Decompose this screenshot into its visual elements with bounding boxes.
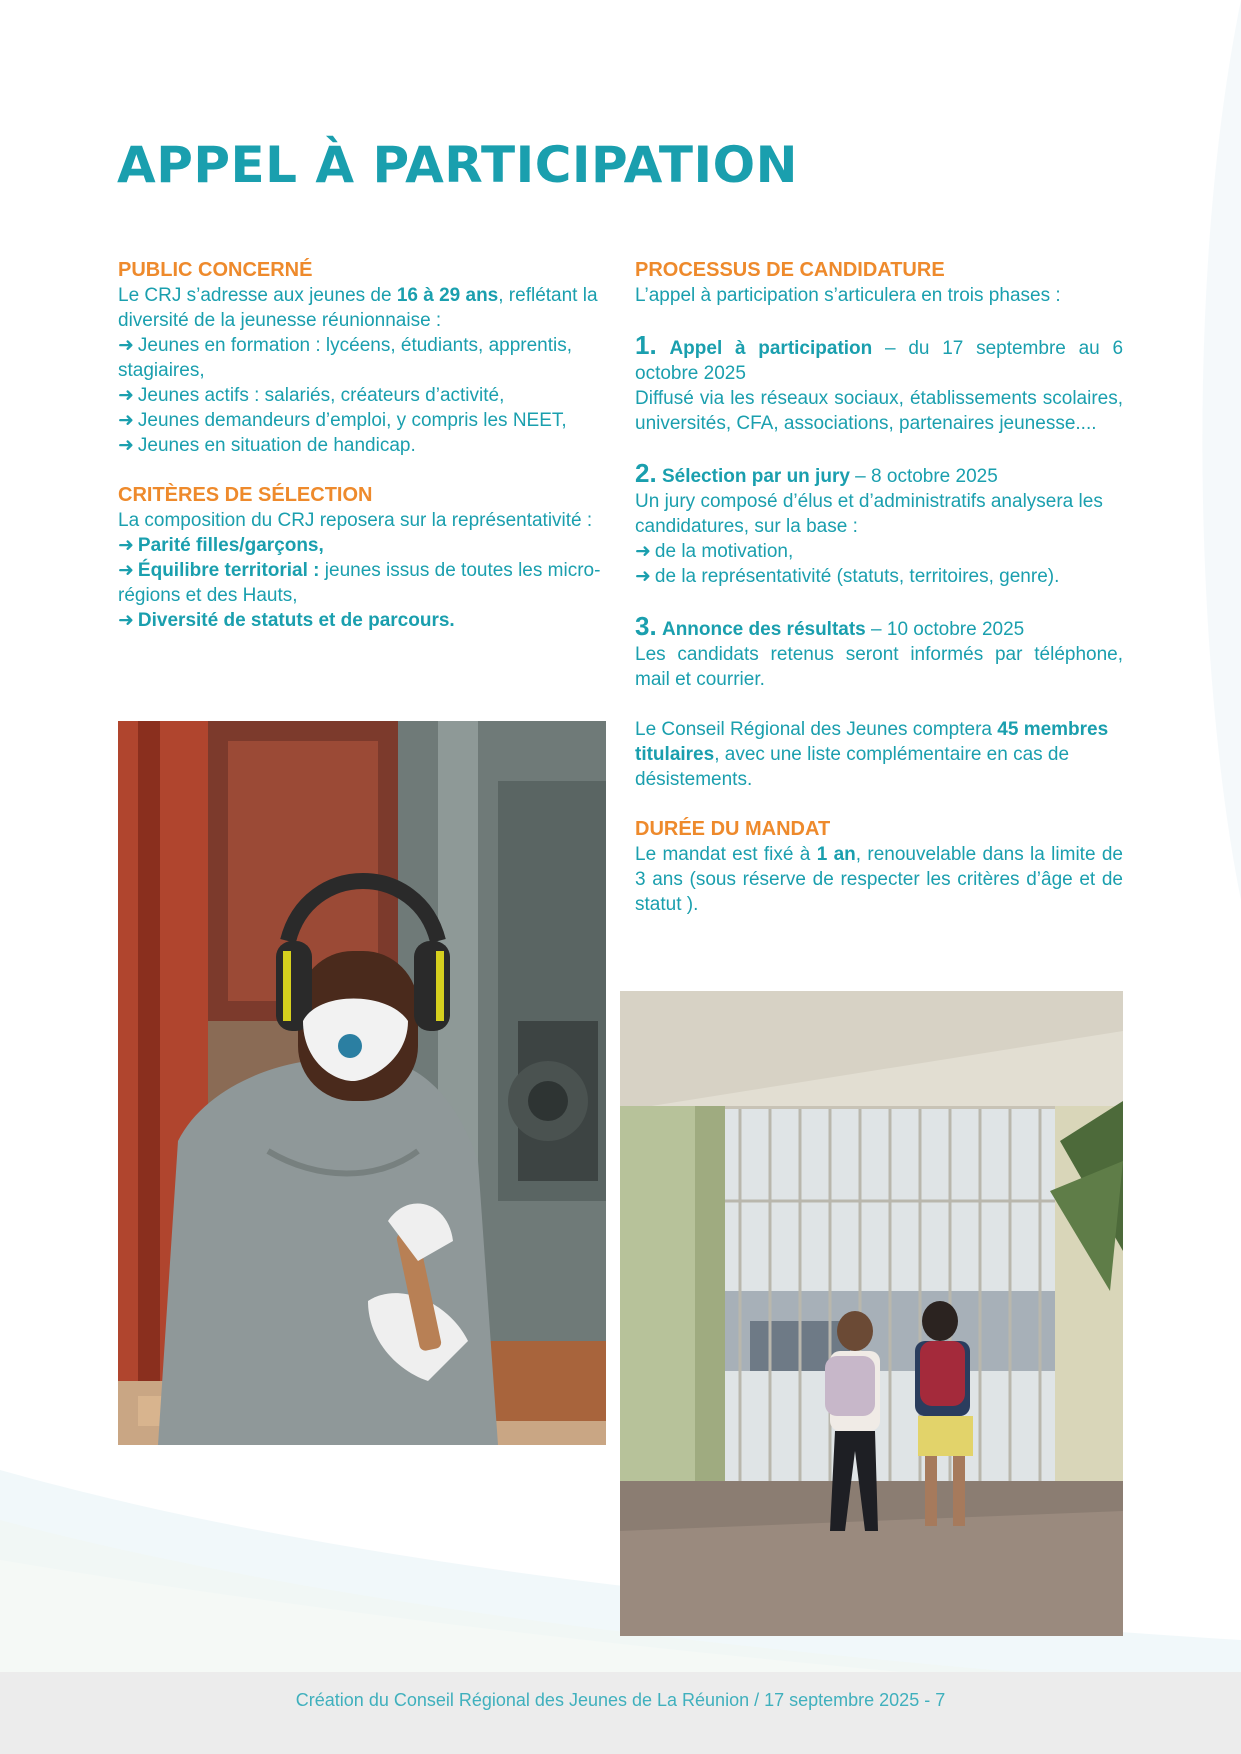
arrow-right-icon: ➜ — [118, 610, 134, 631]
list-item: ➜ Jeunes en formation : lycéens, étudiants, apprentis, stagiaires, — [118, 335, 573, 381]
list-item: ➜ Jeunes en situation de handicap. — [118, 435, 416, 456]
left-column — [118, 258, 606, 658]
public-intro: Le CRJ s’adresse aux jeunes de 16 à 29 ans, reflétant la diversité de la jeunesse réunionnaise : — [118, 285, 598, 331]
list-item: ➜ Jeunes demandeurs d’emploi, y compris les NEET, — [118, 410, 567, 431]
list-item: ➜ de la motivation, — [635, 541, 794, 562]
workshop-photo — [118, 721, 606, 1445]
public-list — [118, 333, 606, 458]
list-item: ➜ Diversité de statuts et de parcours. — [118, 610, 455, 631]
mandate-text: Le mandat est fixé à 1 an, renouvelable dans la limite de 3 ans (sous réserve de respecter les critères d’âge et de statut ). — [635, 844, 1123, 915]
phase-3 — [635, 611, 1123, 692]
phase-2-title: 2. Sélection par un jury – 8 octobre 2025 — [635, 458, 998, 488]
list-item: ➜ Jeunes actifs : salariés, créateurs d’activité, — [118, 385, 505, 406]
members-paragraph: Le Conseil Régional des Jeunes comptera 45 membres titulaires, avec une liste complémentaire en cas de désistements. — [635, 719, 1109, 790]
public-section — [118, 258, 606, 458]
mandate-heading: DURÉE DU MANDAT — [635, 818, 831, 840]
arrow-right-icon: ➜ — [118, 410, 134, 431]
arrow-right-icon: ➜ — [635, 566, 651, 587]
arrow-right-icon: ➜ — [118, 560, 134, 581]
phase-3-text: Les candidats retenus seront informés par téléphone, mail et courrier. — [635, 644, 1123, 690]
mandate-section — [635, 817, 1123, 917]
phase-3-title: 3. Annonce des résultats – 10 octobre 2025 — [635, 611, 1025, 641]
arrow-right-icon: ➜ — [635, 541, 651, 562]
phase-1-title: 1. Appel à participation – du 17 septembre au 6 octobre 2025 — [635, 330, 1124, 384]
students-photo — [620, 991, 1123, 1636]
list-item: ➜ Équilibre territorial : jeunes issus de toutes les micro-régions et des Hauts, — [118, 560, 601, 606]
footer-band — [0, 1672, 1241, 1754]
page-title: APPEL À PARTICIPATION — [117, 136, 798, 194]
phase-2-text: Un jury composé d’élus et d’administratifs analysera les candidatures, sur la base : — [635, 491, 1103, 537]
criteria-heading: CRITÈRES DE SÉLECTION — [118, 484, 373, 506]
process-section — [635, 258, 1123, 308]
arrow-right-icon: ➜ — [118, 335, 134, 356]
arrow-right-icon: ➜ — [118, 385, 134, 406]
footer-text: Création du Conseil Régional des Jeunes de La Réunion / 17 septembre 2025 - 7 — [295, 1690, 946, 1710]
process-intro: L’appel à participation s’articulera en trois phases : — [635, 285, 1061, 306]
criteria-section — [118, 483, 606, 633]
public-heading: PUBLIC CONCERNÉ — [118, 259, 313, 281]
criteria-list — [118, 533, 606, 633]
arrow-right-icon: ➜ — [118, 435, 134, 456]
phase-1 — [635, 330, 1124, 436]
list-item: ➜ Parité filles/garçons, — [118, 535, 324, 556]
criteria-intro: La composition du CRJ reposera sur la représentativité : — [118, 510, 593, 531]
process-heading: PROCESSUS DE CANDIDATURE — [635, 259, 945, 281]
list-item: ➜ de la représentativité (statuts, territoires, genre). — [635, 566, 1060, 587]
phase-1-text: Diffusé via les réseaux sociaux, établissements scolaires, universités, CFA, associations, partenaires jeunesse.... — [635, 388, 1123, 434]
phase-2-list — [635, 539, 1123, 589]
phase-2 — [635, 458, 1123, 589]
right-column — [635, 258, 1123, 942]
arrow-right-icon: ➜ — [118, 535, 134, 556]
